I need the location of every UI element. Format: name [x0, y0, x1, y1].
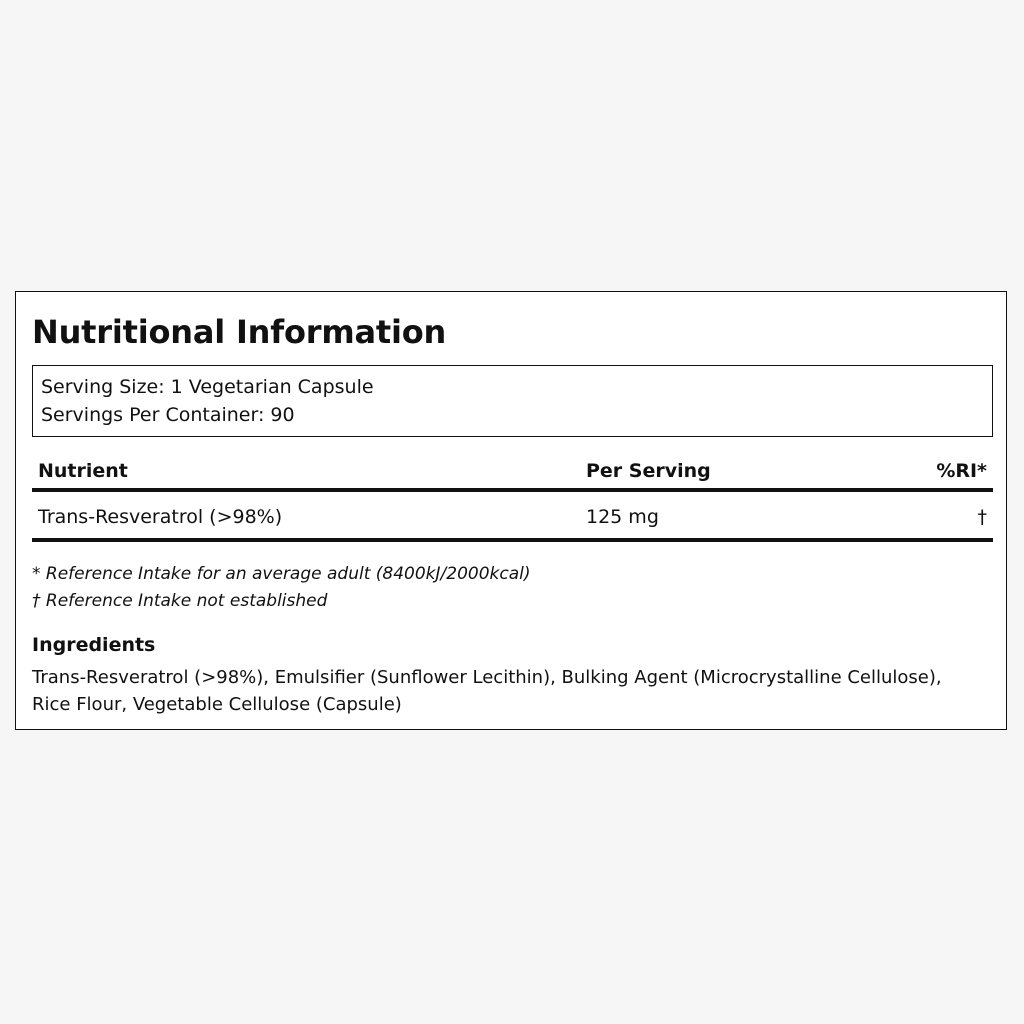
header-per-serving: Per Serving — [586, 460, 711, 482]
footnotes — [32, 561, 993, 615]
nutrient-ri: † — [977, 506, 987, 528]
servings-per-container: Servings Per Container: 90 — [41, 404, 295, 426]
header-nutrient: Nutrient — [38, 460, 128, 482]
table-row — [32, 492, 993, 542]
nutrient-amount: 125 mg — [586, 506, 659, 528]
label-title: Nutritional Information — [32, 313, 447, 351]
footnote-not-established: † Reference Intake not established — [32, 591, 328, 611]
nutrient-table — [32, 454, 993, 542]
table-header-row — [32, 454, 993, 492]
ingredients-text: Trans-Resveratrol (>98%), Emulsifier (Sunflower Lecithin), Bulking Agent (Microcrystalline Cellulose), Rice Flour, Vegetable Cellulose (Capsule) — [32, 667, 942, 715]
footnote-reference-intake: * Reference Intake for an average adult (8400kJ/2000kcal) — [32, 564, 531, 584]
serving-size: Serving Size: 1 Vegetarian Capsule — [41, 376, 374, 398]
header-ri: %RI* — [936, 460, 987, 482]
nutrient-name: Trans-Resveratrol (>98%) — [38, 506, 283, 528]
ingredients-heading: Ingredients — [32, 634, 156, 656]
serving-info-box — [32, 365, 993, 437]
nutrition-label-panel — [15, 291, 1007, 730]
